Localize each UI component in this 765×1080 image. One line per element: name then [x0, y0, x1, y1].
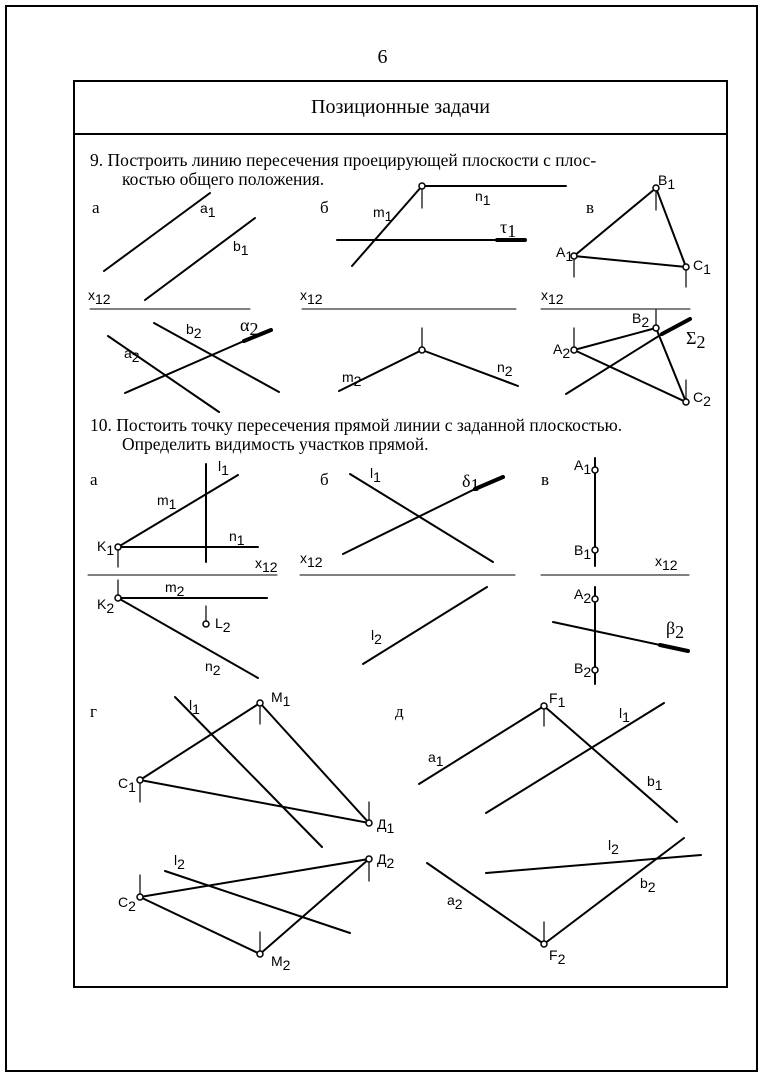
line-l2	[363, 587, 487, 664]
point-B1	[592, 547, 598, 553]
label-b2: b2	[640, 875, 656, 895]
label-n1: n1	[229, 528, 245, 548]
label-A2: A2	[553, 341, 571, 361]
line-l2	[165, 871, 350, 933]
task9a-drawing	[90, 193, 279, 412]
trace-delta1	[343, 489, 475, 554]
label-m2: m2	[342, 369, 362, 389]
label-A1: A1	[556, 244, 574, 264]
label-b2: b2	[186, 321, 202, 341]
trace-alpha2	[125, 341, 244, 393]
point-F2	[541, 941, 547, 947]
page-number: 6	[377, 46, 388, 68]
label-C1: C1	[693, 257, 711, 277]
label-x12: x12	[541, 287, 564, 307]
point-B2	[592, 667, 598, 673]
task10-part-b: б	[320, 470, 329, 489]
task10-part-a: а	[90, 470, 98, 489]
point-M2	[257, 951, 263, 957]
label-tau1: τ1	[500, 217, 517, 241]
task9-text-line2: костью общего положения.	[122, 169, 325, 189]
point-C1	[137, 777, 143, 783]
point-K1	[115, 544, 121, 550]
label-B1: B1	[574, 542, 592, 562]
task9b-drawing	[302, 183, 566, 391]
label-l1: l1	[189, 697, 200, 717]
label-m1: m1	[373, 204, 393, 224]
task10-text-line2: Определить видимость участков прямой.	[122, 434, 429, 454]
label-a2: a2	[447, 892, 463, 912]
line-l2	[486, 855, 701, 873]
point-A1	[592, 467, 598, 473]
label-beta2: β2	[666, 618, 685, 642]
task10-part-d: д	[395, 702, 404, 721]
point-C2	[137, 894, 143, 900]
label-n2: n2	[497, 359, 513, 379]
label-x12: x12	[255, 555, 278, 575]
label-K1: K1	[97, 538, 115, 558]
label-A1: A1	[574, 457, 592, 477]
label-M1: M1	[271, 689, 291, 709]
point-D1	[366, 820, 372, 826]
line-m1	[118, 475, 238, 547]
label-x12: x12	[655, 553, 678, 573]
point-K2	[115, 595, 121, 601]
line-m1	[352, 186, 422, 266]
label-M2: M2	[271, 953, 291, 973]
point-vertex	[419, 347, 425, 353]
label-delta1: δ1	[462, 471, 480, 495]
triangle-ABC-2	[574, 328, 686, 402]
label-n2: n2	[205, 658, 221, 678]
line-a2	[427, 863, 544, 944]
triangle-CMD-1	[140, 703, 369, 823]
point-M1	[257, 700, 263, 706]
label-m1: m1	[157, 492, 177, 512]
point-A2	[592, 596, 598, 602]
task10b-drawing	[300, 474, 515, 664]
point-A2	[571, 347, 577, 353]
task10-part-v: в	[541, 470, 550, 489]
point-C2	[683, 399, 689, 405]
task9-text-line1: 9. Построить линию пересечения проецирующей плоскости с плос-	[90, 150, 597, 170]
task9-part-v: в	[586, 198, 595, 217]
task10a-drawing	[88, 464, 277, 678]
line-a1	[104, 193, 210, 271]
trace-beta2	[553, 622, 660, 645]
label-C2: C2	[118, 894, 136, 914]
task9-part-b: б	[320, 198, 329, 217]
line-b1	[145, 218, 255, 300]
point-L2	[203, 621, 209, 627]
label-l1: l1	[619, 705, 630, 725]
label-m2: m2	[165, 579, 185, 599]
label-l2: l2	[174, 852, 185, 872]
label-l1: l1	[218, 458, 229, 478]
label-D1: Д1	[377, 816, 395, 836]
label-x12: x12	[300, 287, 323, 307]
label-x12: x12	[300, 550, 323, 570]
point-D2	[366, 856, 372, 862]
label-K2: K2	[97, 596, 115, 616]
label-b1: b1	[233, 238, 249, 258]
task10g-drawing	[137, 697, 372, 957]
label-alpha2: α2	[240, 315, 259, 339]
point-F1	[541, 703, 547, 709]
label-C2: C2	[693, 389, 711, 409]
label-F1: F1	[549, 690, 566, 710]
label-B2: B2	[574, 660, 592, 680]
label-n1: n1	[475, 188, 491, 208]
label-B1: B1	[658, 172, 676, 192]
label-L2: L2	[215, 615, 231, 635]
label-B2: B2	[632, 310, 650, 330]
line-l1	[486, 703, 664, 813]
triangle-ABC-1	[574, 188, 686, 267]
point-vertex	[419, 183, 425, 189]
label-b1: b1	[647, 773, 663, 793]
label-D2: Д2	[377, 851, 395, 871]
label-l1: l1	[370, 465, 381, 485]
label-a2: a2	[124, 345, 140, 365]
point-B2	[653, 325, 659, 331]
label-x12: x12	[88, 287, 111, 307]
task10-text-line1: 10. Постоить точку пересечения прямой линии с заданной плоскостью.	[90, 415, 623, 435]
section-title: Позиционные задачи	[73, 80, 728, 135]
label-A2: A2	[574, 586, 592, 606]
label-C1: C1	[118, 775, 136, 795]
label-F2: F2	[549, 947, 566, 967]
task9-part-a: а	[92, 198, 100, 217]
trace-beta2-thick	[660, 645, 688, 651]
line-l1	[175, 697, 322, 847]
point-C1	[683, 264, 689, 270]
task10-part-g: г	[90, 702, 97, 721]
label-l2: l2	[608, 837, 619, 857]
label-l2: l2	[371, 627, 382, 647]
label-a1: a1	[428, 749, 444, 769]
label-Sigma2: Σ2	[686, 328, 706, 352]
label-a1: a1	[200, 200, 216, 220]
line-a1	[419, 706, 544, 784]
line-n2	[118, 598, 258, 678]
